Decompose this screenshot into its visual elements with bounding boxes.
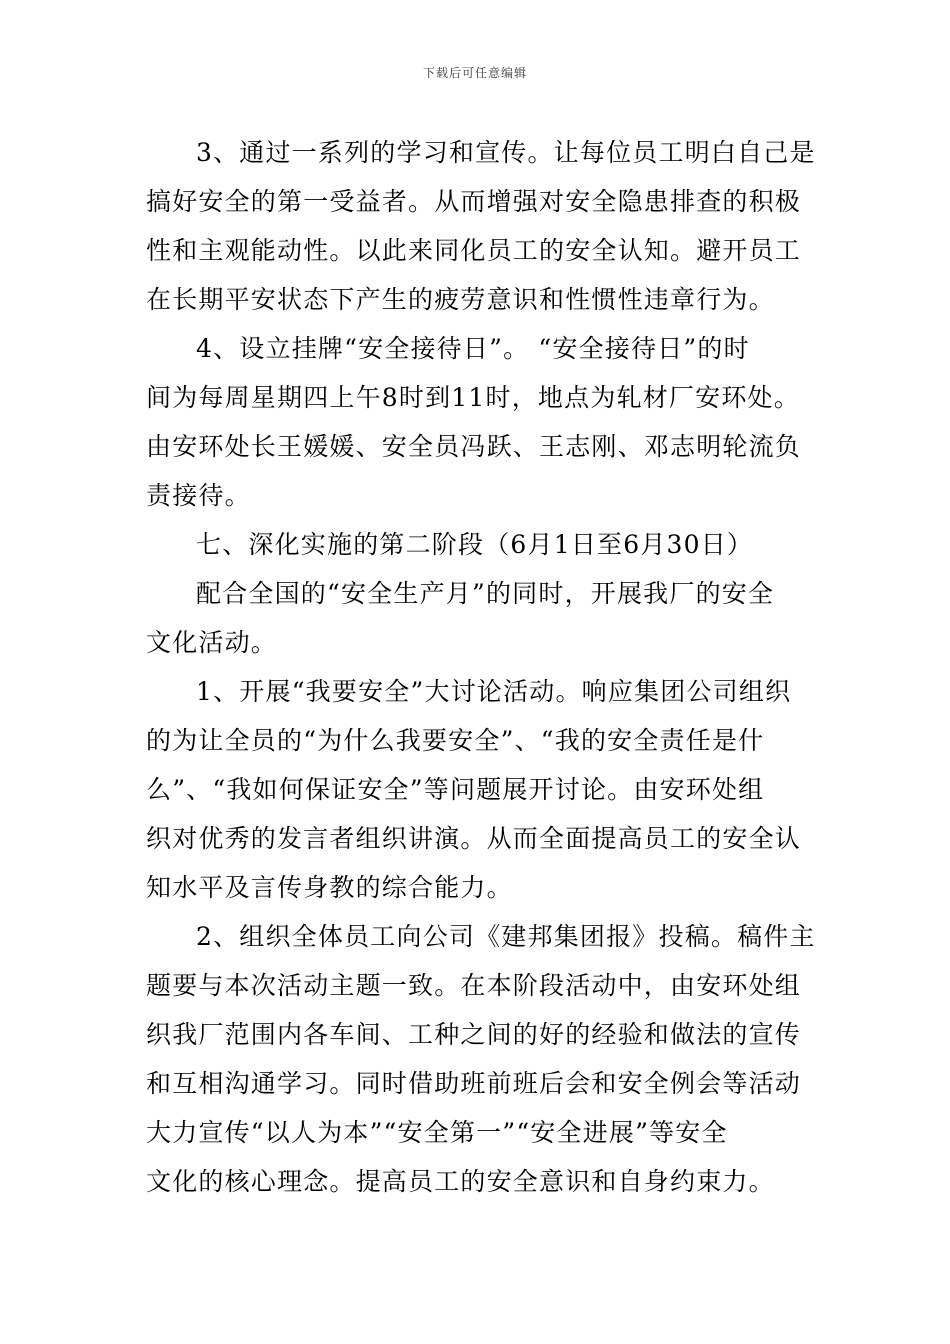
text-line: 织对优秀的发言者组织讲演。从而全面提高员工的安全认	[146, 824, 802, 853]
text-line: 大力宣传“以人为本”“安全第一”“安全进展”等安全	[146, 1118, 728, 1147]
paragraph	[146, 667, 808, 912]
text-line: 知水平及言传身教的综合能力。	[146, 873, 513, 902]
text-line: 4、设立挂牌“安全接待日”。 “安全接待日”的时	[196, 334, 750, 363]
text-line: 3、通过一系列的学习和宣传。让每位员工明白自己是	[196, 138, 816, 167]
paragraph	[146, 912, 816, 1206]
text-line: 七、深化实施的第二阶段（6月1日至6月30日）	[196, 530, 754, 559]
text-line: 的为让全员的“为什么我要安全”、“我的安全责任是什	[146, 726, 765, 755]
paragraph	[146, 128, 816, 324]
text-line: 搞好安全的第一受益者。从而增强对安全隐患排查的积极	[146, 187, 802, 216]
text-line: 题要与本次活动主题一致。在本阶段活动中，由安环处组	[146, 971, 802, 1000]
text-line: 责接待。	[146, 481, 251, 510]
text-line: 由安环处长王媛媛、安全员冯跃、王志刚、邓志明轮流负	[146, 432, 802, 461]
page-header-note: 下载后可任意编辑	[422, 66, 527, 80]
section-heading	[146, 520, 808, 569]
text-line: 和互相沟通学习。同时借助班前班后会和安全例会等活动	[146, 1069, 802, 1098]
document-body	[146, 128, 816, 1206]
text-line: 性和主观能动性。以此来同化员工的安全认知。避开员工	[146, 236, 802, 265]
text-line: 在长期平安状态下产生的疲劳意识和性惯性违章行为。	[146, 285, 775, 314]
text-line: 么”、“我如何保证安全”等问题展开讨论。由安环处组	[146, 775, 765, 804]
text-line: 织我厂范围内各车间、工种之间的好的经验和做法的宣传	[146, 1020, 802, 1049]
text-line: 文化活动。	[146, 628, 278, 657]
paragraph	[146, 324, 808, 520]
text-line: 文化的核心理念。提高员工的安全意识和自身约束力。	[146, 1167, 775, 1196]
text-line: 间为每周星期四上午8时到11时，地点为轧材厂安环处。	[146, 383, 800, 412]
paragraph	[146, 569, 808, 667]
text-line: 配合全国的“安全生产月”的同时，开展我厂的安全	[196, 579, 775, 608]
text-line: 1、开展“我要安全”大讨论活动。响应集团公司组织	[196, 677, 792, 706]
text-line: 2、组织全体员工向公司《建邦集团报》投稿。稿件主	[196, 922, 816, 951]
